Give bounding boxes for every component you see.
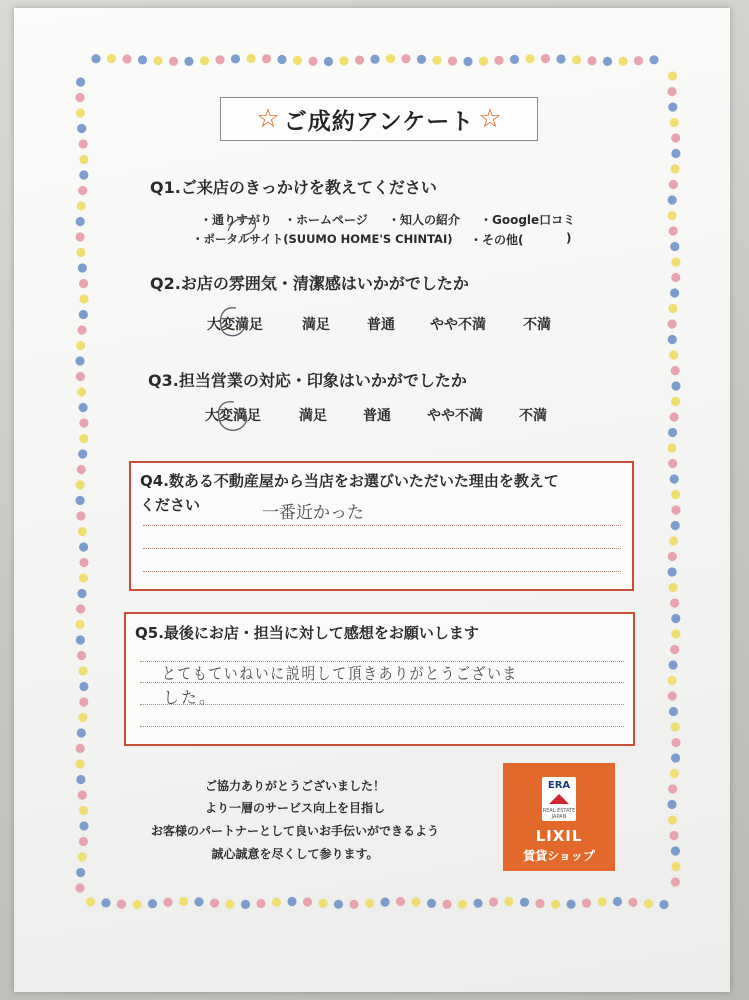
q2-option-satisfied[interactable]: 満足 xyxy=(302,317,330,333)
q4-question-line2: ください xyxy=(140,496,201,514)
closing-message xyxy=(130,777,460,867)
star-left-icon: ☆ xyxy=(256,104,280,134)
era-logo-text: ERA xyxy=(547,780,571,791)
q3-option-very-satisfied[interactable]: 大変満足 xyxy=(205,408,261,424)
q2-option-neutral[interactable]: 普通 xyxy=(367,317,395,333)
star-right-icon: ☆ xyxy=(478,104,502,134)
q2-selection-circle xyxy=(214,302,254,342)
closing-line-1: ご協力ありがとうございました！ xyxy=(204,779,385,793)
survey-title: ご成約アンケート xyxy=(283,108,475,135)
q4-question-line1: Q4.数ある不動産屋から当店をお選びいただいた理由を教えて xyxy=(140,472,559,490)
q5-line-4 xyxy=(140,726,624,727)
q1-option-homepage[interactable]: ・ホームページ xyxy=(284,213,368,227)
q3-option-dissatisfied[interactable]: 不満 xyxy=(519,408,547,424)
rental-shop-text: 賃貸ショップ xyxy=(523,849,595,863)
survey-title-box xyxy=(220,97,538,141)
q4-line-1 xyxy=(143,525,621,526)
q3-option-somewhat-dissatisfied[interactable]: やや不満 xyxy=(427,408,483,424)
q3-option-neutral[interactable]: 普通 xyxy=(363,408,391,424)
q5-question: Q5.最後にお店・担当に対して感想をお願いします xyxy=(135,624,479,642)
lixil-brand-text: LIXIL xyxy=(535,827,583,845)
era-roof-icon xyxy=(549,794,569,804)
closing-line-2: より一層のサービス向上を目指し xyxy=(204,801,385,815)
q2-question: Q2.お店の雰囲気・清潔感はいかがでしたか xyxy=(150,274,469,293)
q2-option-very-satisfied[interactable]: 大変満足 xyxy=(207,317,263,333)
q5-handwritten-answer-line1: とてもていねいに説明して頂きありがとうございま xyxy=(162,664,519,683)
era-logo xyxy=(542,777,576,821)
era-sub-line-1: REAL ESTATE xyxy=(542,808,576,814)
q1-option-other-close: ) xyxy=(566,231,572,245)
q1-option-other[interactable]: ・その他( xyxy=(470,233,524,247)
q3-selection-circle xyxy=(210,396,254,438)
closing-line-4: 誠心誠意を尽くして参ります。 xyxy=(211,847,379,861)
lixil-shop-logo xyxy=(503,763,615,871)
q1-option-google-review[interactable]: ・Google口コミ xyxy=(480,213,576,227)
q3-question: Q3.担当営業の対応・印象はいかがでしたか xyxy=(148,371,467,390)
q3-option-satisfied[interactable]: 満足 xyxy=(299,408,327,424)
q1-option-portal-site[interactable]: ・ポータルサイト(SUUMO HOME'S CHINTAI) xyxy=(192,232,453,246)
q4-line-3 xyxy=(143,571,621,572)
q2-option-somewhat-dissatisfied[interactable]: やや不満 xyxy=(430,317,486,333)
era-sub-line-2: JAPAN xyxy=(551,814,567,820)
q1-selection-mark xyxy=(224,209,264,239)
q1-option-passing-by[interactable]: ・通りすがり xyxy=(200,213,273,227)
era-logo-subtext xyxy=(542,808,576,820)
q2-option-dissatisfied[interactable]: 不満 xyxy=(523,317,551,333)
q4-line-2 xyxy=(143,548,621,549)
q1-question: Q1.ご来店のきっかけを教えてください xyxy=(150,178,437,197)
q1-option-referral[interactable]: ・知人の紹介 xyxy=(388,213,461,227)
q5-handwritten-answer-line2: した。 xyxy=(163,688,218,707)
q4-handwritten-answer: 一番近かった xyxy=(262,503,364,523)
closing-line-3: お客様のパートナーとして良いお手伝いができるよう xyxy=(150,824,439,838)
